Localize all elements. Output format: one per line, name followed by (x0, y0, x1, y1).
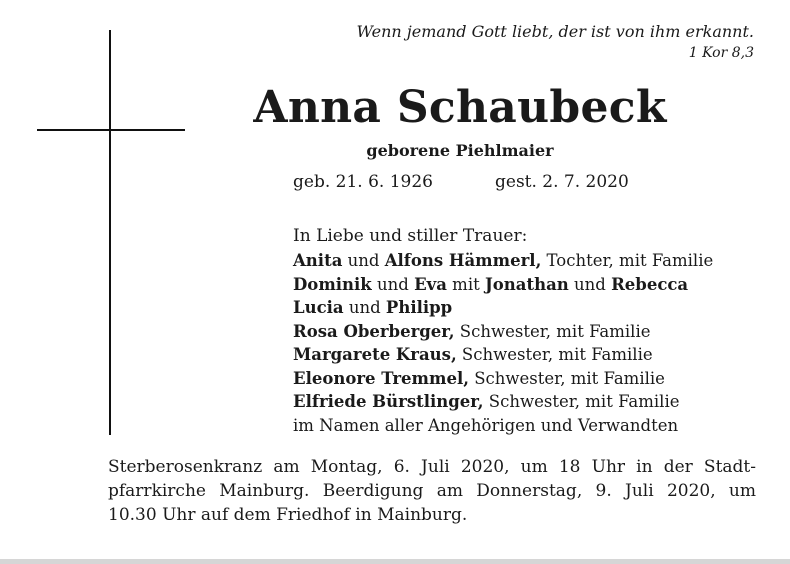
mourner-relation: Tochter, mit Familie (541, 251, 714, 270)
mourner-name: Eva (414, 274, 447, 294)
mourner-line (293, 367, 763, 391)
mourner-relation: Schwester, mit Familie (456, 345, 653, 364)
funeral-notice-line: pfarrkirche Mainburg. Beerdigung am Donnerstag, 9. Juli 2020, um (108, 481, 756, 501)
mourner-name: Rebecca (611, 274, 689, 294)
mourner-name: Dominik (293, 274, 372, 294)
mourner-line (293, 390, 763, 414)
mourner-text: und (568, 274, 612, 294)
mourner-name: Elfriede Bürstlinger, (293, 392, 484, 411)
bottom-border (0, 559, 790, 564)
mourner-name: Jonathan (484, 274, 569, 294)
mourner-name: Eleonore Tremmel, (293, 368, 469, 388)
mourner-name: Alfons Hämmerl, (384, 251, 542, 270)
cross-vertical-bar (109, 30, 111, 435)
mourner-name: Rosa Oberberger, (293, 321, 455, 341)
bible-quote: Wenn jemand Gott liebt, der ist von ihm erkannt. (356, 22, 754, 41)
mourner-relation: Schwester, mit Familie (483, 392, 680, 411)
mourner-line (293, 249, 763, 273)
cross-horizontal-bar (37, 129, 185, 131)
mourner-text: und (343, 298, 386, 317)
mourner-text: mit (446, 274, 485, 294)
funeral-notice (108, 455, 756, 527)
maiden-name: geborene Piehlmaier (366, 141, 554, 160)
deceased-name: Anna Schaubeck (253, 82, 667, 133)
funeral-notice-line: Sterberosenkranz am Montag, 6. Juli 2020, um 18 Uhr in der Stadt- (108, 457, 756, 477)
mourner-line (293, 320, 763, 344)
mourner-text: und (371, 274, 415, 294)
mourner-name: Lucia (293, 298, 344, 317)
mourner-name: Anita (293, 251, 343, 270)
mourner-line (293, 414, 763, 438)
mourner-relation: Schwester, mit Familie (454, 321, 651, 341)
mourner-text: im Namen aller Angehörigen und Verwandten (293, 415, 679, 435)
bible-verse-reference: 1 Kor 8,3 (688, 45, 754, 61)
mourner-relation: Schwester, mit Familie (468, 368, 665, 388)
mourner-line (293, 343, 763, 367)
mourner-line (293, 273, 763, 297)
funeral-notice-line: 10.30 Uhr auf dem Friedhof in Mainburg. (108, 505, 468, 525)
mourner-name: Margarete Kraus, (293, 345, 457, 364)
mourner-text: und (342, 251, 385, 270)
death-date: gest. 2. 7. 2020 (495, 172, 629, 192)
birth-date: geb. 21. 6. 1926 (293, 172, 433, 192)
mourners-list (293, 249, 763, 437)
mourner-line (293, 296, 763, 320)
mourner-name: Philipp (385, 298, 453, 317)
grief-heading: In Liebe und stiller Trauer: (293, 226, 528, 246)
